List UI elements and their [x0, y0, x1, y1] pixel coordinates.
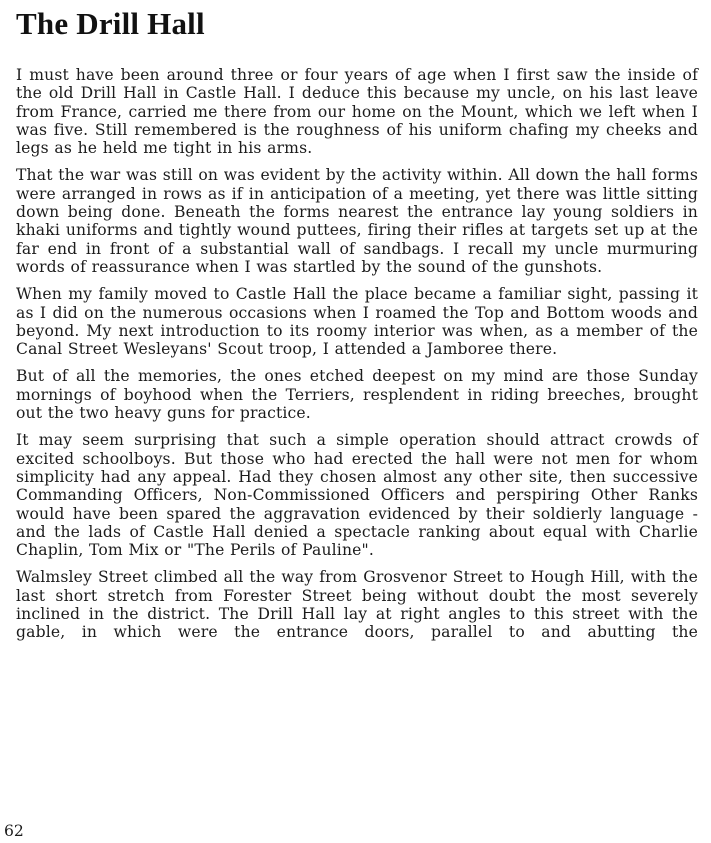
paragraph-5: It may seem surprising that such a simple operation should attract crowds of excited schoolboys. But those who had erected the hall were not men for whom simplicity had any appeal. Had they chosen almost any other site, then successive Commanding Officers, Non-Commissioned Officers and perspiring Other Ranks would have been spared the aggravation evidenced by their soldierly language - and the lads of Castle Hall denied a spectacle ranking about equal with Charlie Chaplin, Tom Mix or "The Perils of Pauline".	[16, 431, 698, 560]
page-number: 62	[4, 822, 24, 840]
body-text	[16, 66, 698, 651]
page-title: The Drill Hall	[16, 6, 205, 41]
paragraph-3: When my family moved to Castle Hall the place became a familiar sight, passing it as I did on the numerous occasions when I roamed the Top and Bottom woods and beyond. My next introduction to its roomy interior was when, as a member of the Canal Street Wesleyans' Scout troop, I attended a Jamboree there.	[16, 285, 698, 359]
paragraph-2: That the war was still on was evident by the activity within. All down the hall forms were arranged in rows as if in anticipation of a meeting, yet there was little sitting down being done. Beneath the forms nearest the entrance lay young soldiers in khaki uniforms and tightly wound puttees, firing their rifles at targets set up at the far end in front of a substantial wall of sandbags. I recall my uncle murmuring words of reassurance when I was startled by the sound of the gunshots.	[16, 166, 698, 276]
paragraph-1: I must have been around three or four years of age when I first saw the inside of the old Drill Hall in Castle Hall. I deduce this because my uncle, on his last leave from France, carried me there from our home on the Mount, which we left when I was five. Still remembered is the roughness of his uniform chafing my cheeks and legs as he held me tight in his arms.	[16, 66, 698, 158]
paragraph-4: But of all the memories, the ones etched deepest on my mind are those Sunday mornings of boyhood when the Terriers, resplendent in riding breeches, brought out the two heavy guns for practice.	[16, 367, 698, 423]
paragraph-6: Walmsley Street climbed all the way from Grosvenor Street to Hough Hill, with the last short stretch from Forester Street being without doubt the most severely inclined in the district. The Drill Hall lay at right angles to this street with the gable, in which were the entrance doors, parallel to and abutting the	[16, 568, 698, 642]
